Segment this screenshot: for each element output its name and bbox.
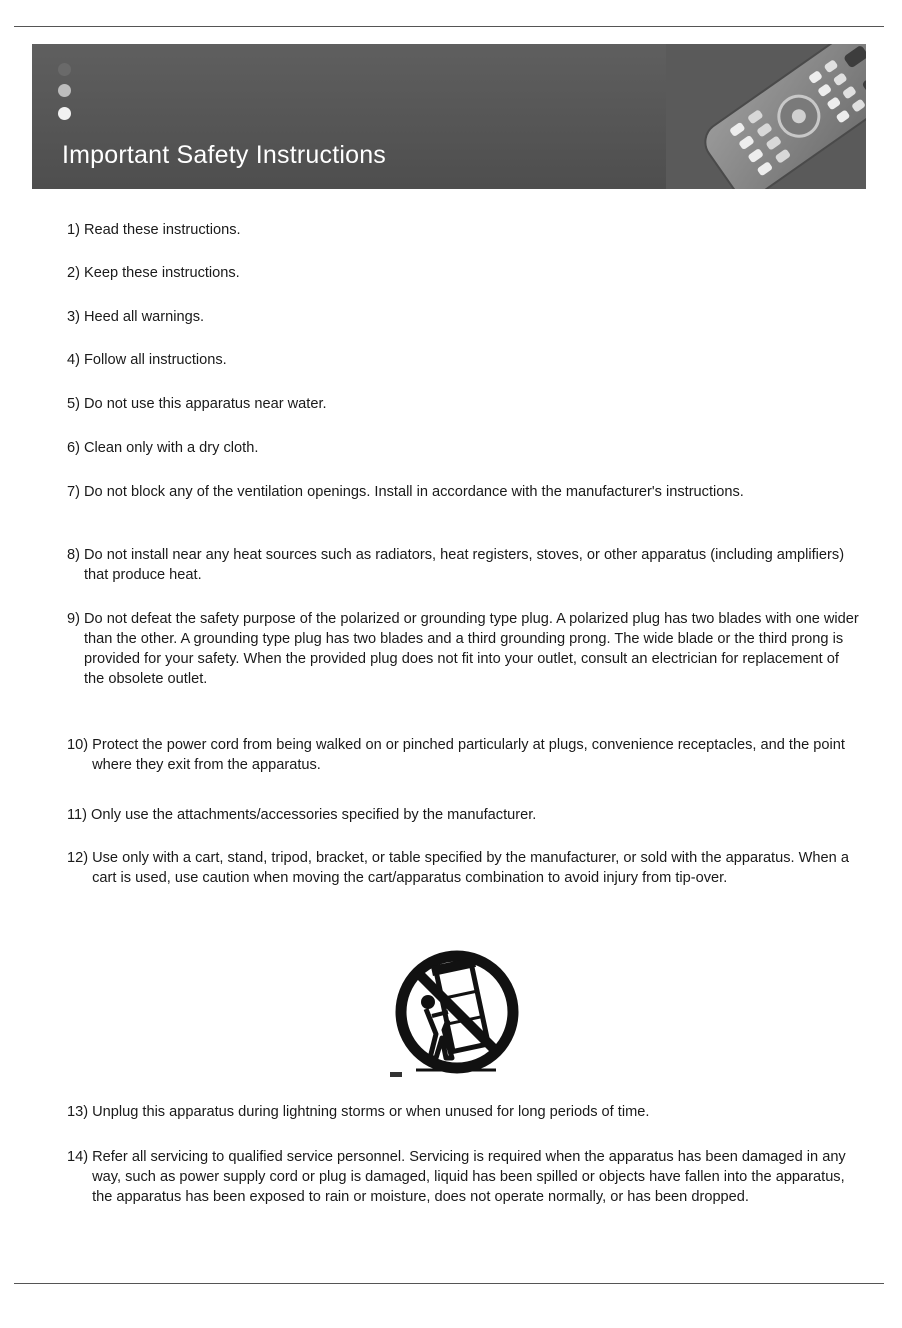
instruction-text: Do not block any of the ventilation openings. Install in accordance with the manufacturer's instructions.	[83, 484, 744, 500]
instruction-text: Do not use this apparatus near water.	[83, 396, 327, 412]
instruction-item	[67, 307, 862, 327]
bullet-dot-light	[58, 107, 71, 120]
instruction-item	[67, 263, 862, 283]
top-divider	[14, 26, 884, 27]
instruction-number: 1)	[67, 222, 80, 238]
instruction-number: 6)	[67, 440, 80, 456]
instruction-item	[67, 735, 862, 775]
instruction-number: 8)	[67, 547, 80, 563]
instruction-item	[67, 394, 862, 414]
remote-control-icon	[666, 44, 866, 189]
instruction-number: 12)	[67, 850, 89, 866]
instruction-text: Read these instructions.	[83, 222, 241, 238]
instruction-number: 4)	[67, 352, 80, 368]
instruction-item	[67, 609, 862, 689]
instruction-text: Refer all servicing to qualified service personnel. Servicing is required when the apparatus has been damaged in any way, such as power supply cord or plug is damaged, liquid has been spilled or objects have fallen into the apparatus, the apparatus has been exposed to rain or moisture, does not operate normally, or has been dropped.	[92, 1149, 846, 1205]
cart-tip-over-warning-icon	[386, 946, 528, 1088]
instruction-item	[67, 350, 862, 370]
bullet-dot-mid	[58, 84, 71, 97]
instruction-text: Do not install near any heat sources such as radiators, heat registers, stoves, or other apparatus (including amplifiers) that produce heat.	[83, 547, 845, 583]
instruction-text: Keep these instructions.	[83, 265, 240, 281]
instruction-number: 9)	[67, 611, 80, 627]
instruction-number: 7)	[67, 484, 80, 500]
instruction-number: 3)	[67, 309, 80, 325]
instruction-number: 11)	[67, 807, 88, 823]
instruction-item	[67, 482, 862, 502]
instruction-text: Only use the attachments/accessories specified by the manufacturer.	[91, 807, 537, 823]
instruction-number: 2)	[67, 265, 80, 281]
instruction-text: Protect the power cord from being walked on or pinched particularly at plugs, convenience receptacles, and the point where they exit from the apparatus.	[92, 737, 845, 773]
bullet-dot-dark	[58, 63, 71, 76]
header-banner	[32, 44, 866, 189]
instruction-item	[67, 438, 862, 458]
instruction-text: Do not defeat the safety purpose of the polarized or grounding type plug. A polarized plug has two blades with one wider than the other. A grounding type plug has two blades and a third grounding prong. The wide blade or the third prong is provided for your safety. When the provided plug does not fit into your outlet, consult an electrician for replacement of the obsolete outlet.	[83, 611, 859, 687]
instruction-text: Follow all instructions.	[83, 352, 227, 368]
instruction-item	[67, 220, 862, 240]
instruction-item	[67, 1147, 862, 1207]
instruction-item	[67, 805, 862, 825]
page-title: Important Safety Instructions	[62, 141, 387, 169]
instruction-item	[67, 848, 862, 888]
instruction-text: Use only with a cart, stand, tripod, bracket, or table specified by the manufacturer, or sold with the apparatus. When a cart is used, use caution when moving the cart/apparatus combination to avoid injury from tip-over.	[92, 850, 849, 886]
instruction-number: 13)	[67, 1104, 89, 1120]
instruction-item	[67, 545, 862, 585]
bottom-divider	[14, 1283, 884, 1284]
instruction-text: Clean only with a dry cloth.	[83, 440, 259, 456]
instruction-text: Heed all warnings.	[83, 309, 205, 325]
instruction-number: 10)	[67, 737, 89, 753]
instruction-text: Unplug this apparatus during lightning storms or when unused for long periods of time.	[92, 1104, 650, 1120]
instruction-item	[67, 1102, 862, 1122]
instruction-number: 5)	[67, 396, 80, 412]
instruction-number: 14)	[67, 1149, 89, 1165]
